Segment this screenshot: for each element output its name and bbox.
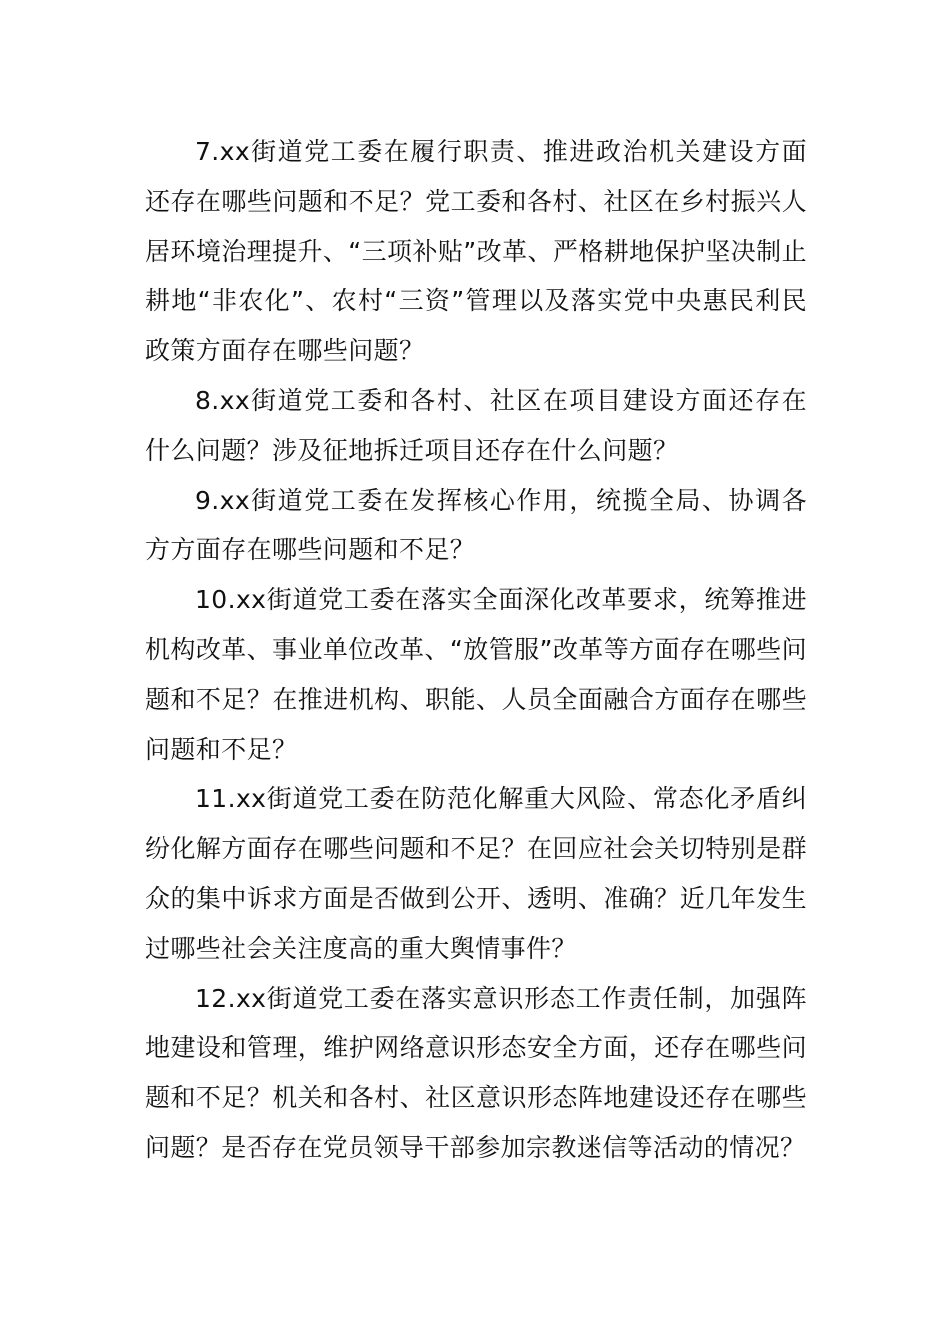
- paragraph-8: 8.xx街道党工委和各村、社区在项目建设方面还存在什么问题？涉及征地拆迁项目还存在什么问题？: [145, 385, 807, 465]
- paragraph-12: 12.xx街道党工委在落实意识形态工作责任制，加强阵地建设和管理，维护网络意识形态安全方面，还存在哪些问题和不足？机关和各村、社区意识形态阵地建设还存在哪些问题？是否存在党员领导干部参加宗教迷信等活动的情况？: [145, 983, 807, 1162]
- paragraph-7: 7.xx街道党工委在履行职责、推进政治机关建设方面还存在哪些问题和不足？党工委和各村、社区在乡村振兴人居环境治理提升、“三项补贴”改革、严格耕地保护坚决制止耕地“非农化”、农村“三资”管理以及落实党中央惠民利民政策方面存在哪些问题？: [145, 137, 807, 366]
- paragraph-10: 10.xx街道党工委在落实全面深化改革要求，统筹推进机构改革、事业单位改革、“放管服”改革等方面存在哪些问题和不足？在推进机构、职能、人员全面融合方面存在哪些问题和不足？: [145, 585, 807, 764]
- document-body: [145, 127, 807, 1173]
- paragraph-9: 9.xx街道党工委在发挥核心作用，统揽全局、协调各方方面存在哪些问题和不足？: [145, 485, 807, 565]
- paragraph-11: 11.xx街道党工委在防范化解重大风险、常态化矛盾纠纷化解方面存在哪些问题和不足？在回应社会关切特别是群众的集中诉求方面是否做到公开、透明、准确？近几年发生过哪些社会关注度高的重大舆情事件？: [145, 784, 807, 963]
